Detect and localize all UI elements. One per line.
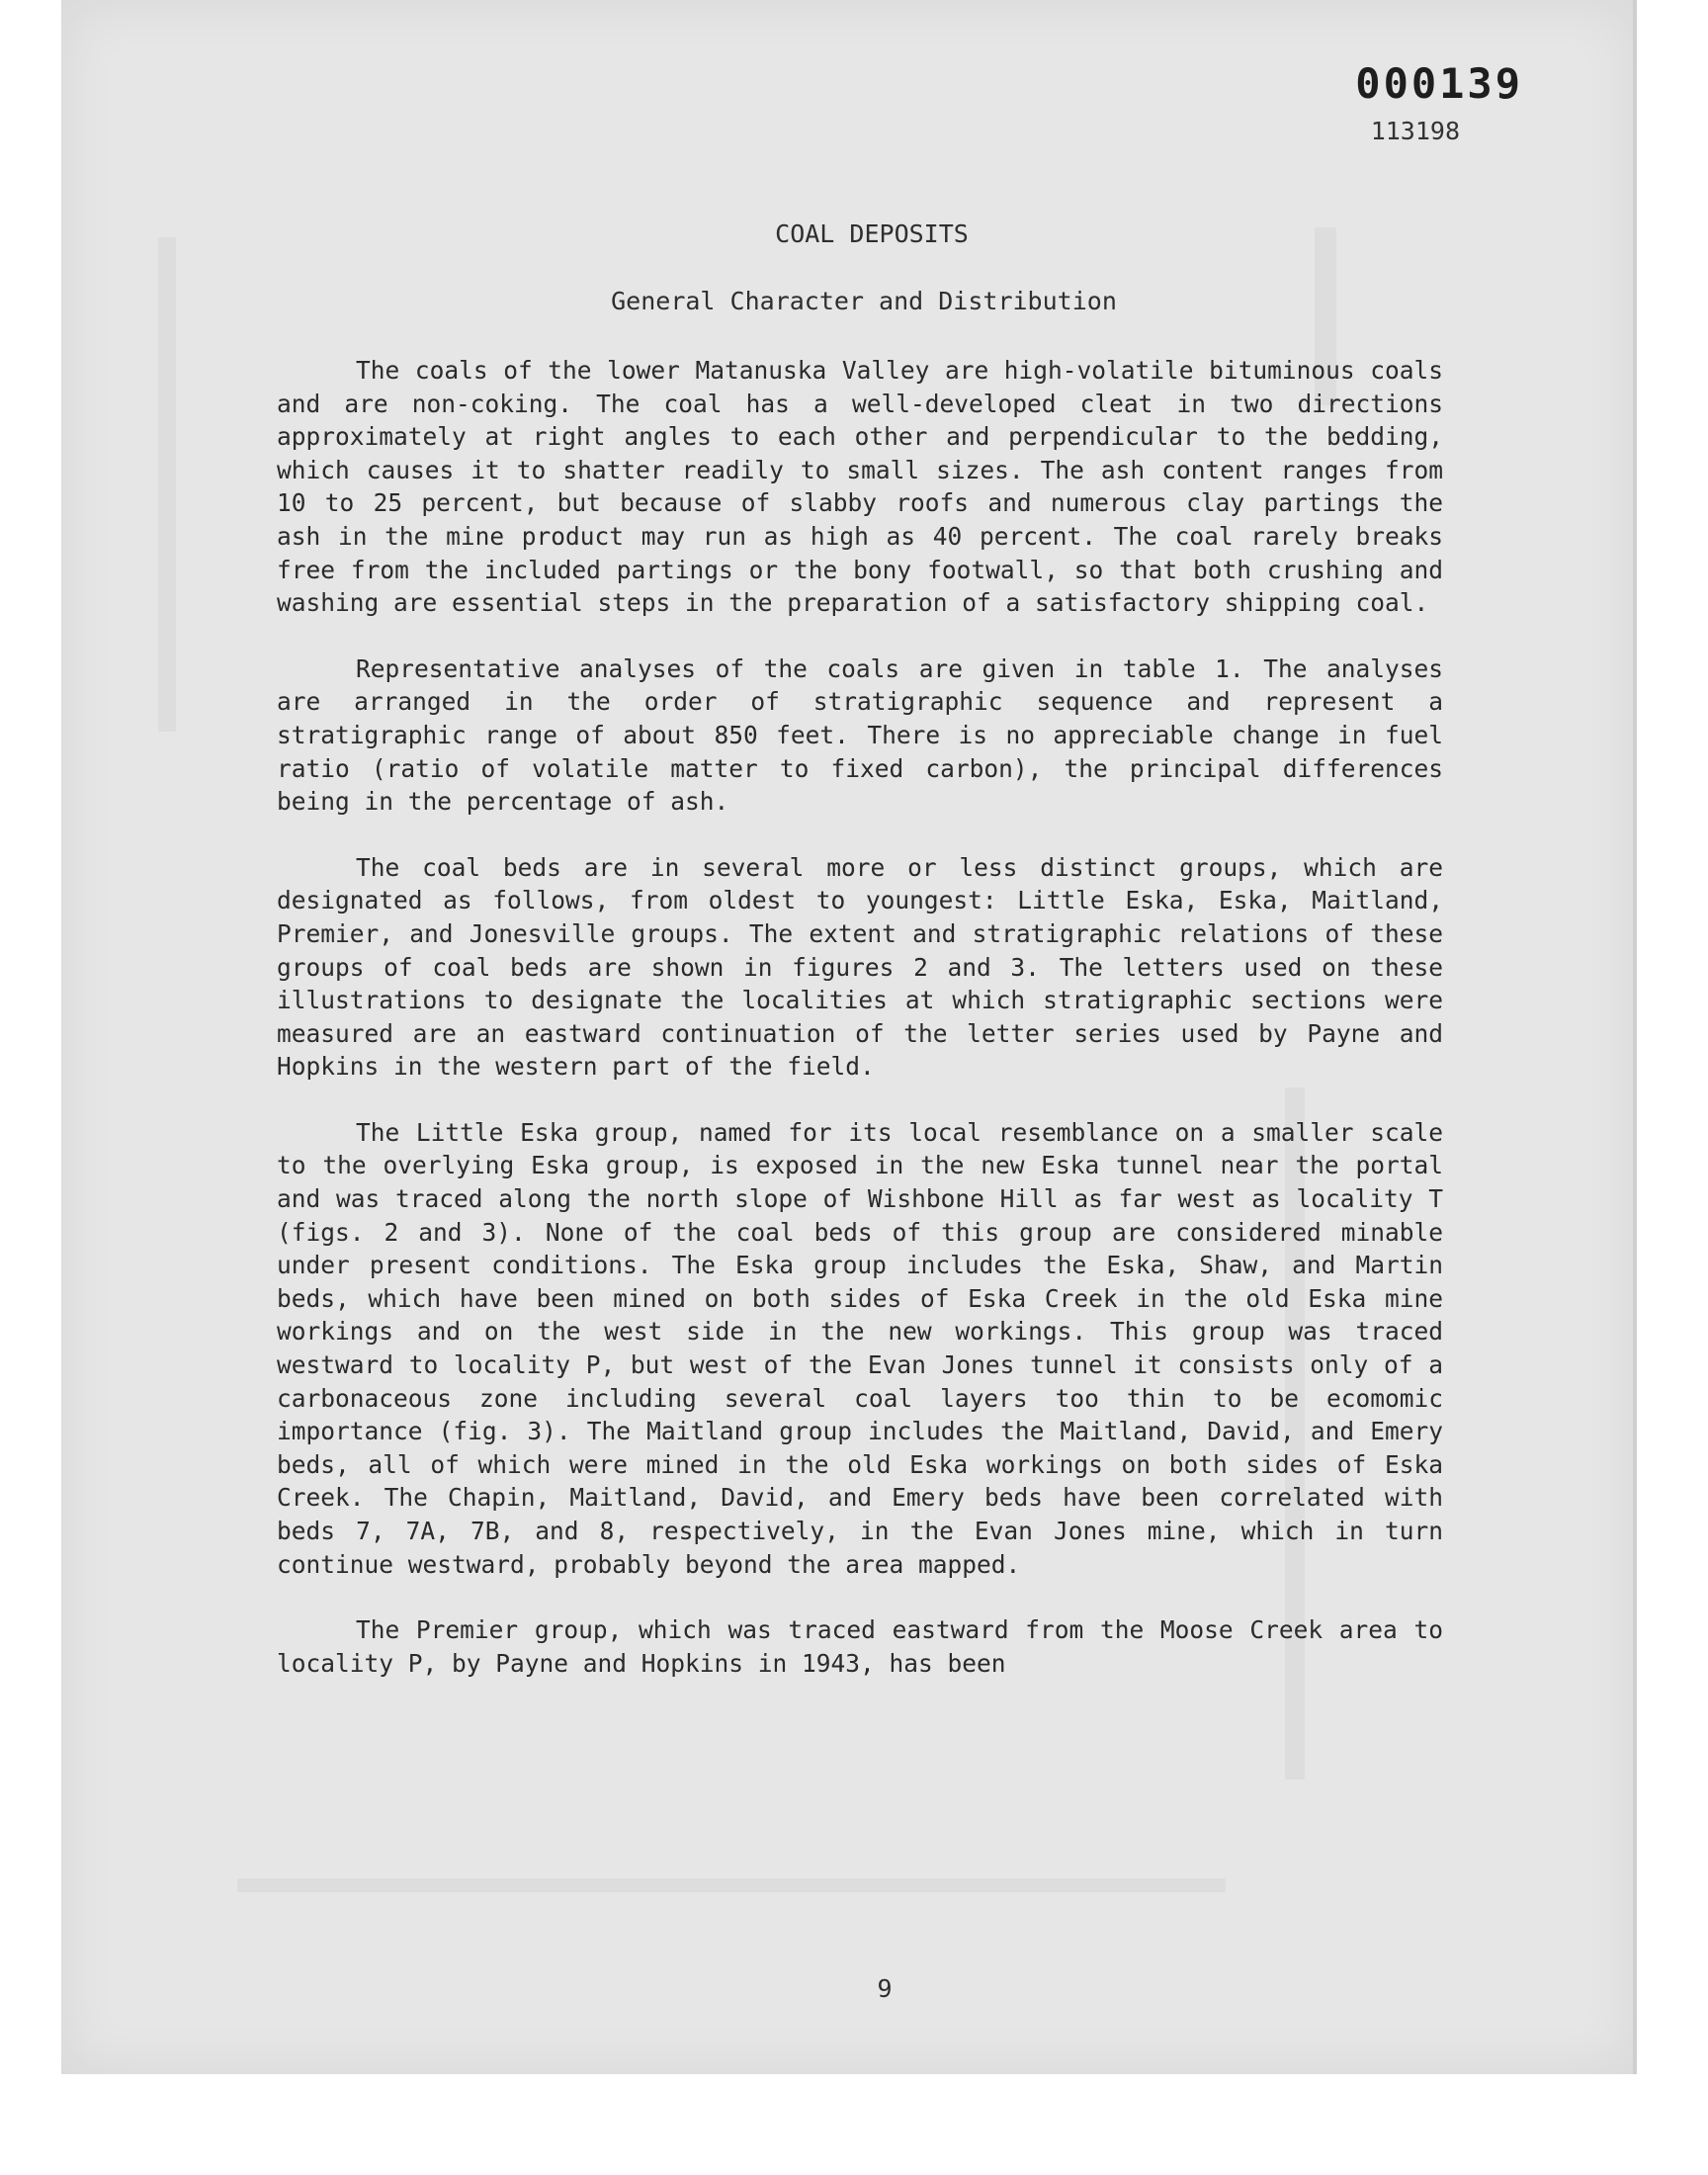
bleed-through-mark [237,1878,1226,1892]
document-number: 000139 [1355,59,1523,108]
paragraph: The Premier group, which was traced eastward from the Moose Creek area to locality P, by Payne and Hopkins in 1943, has been [277,1615,1443,1678]
page-number: 9 [877,1974,893,2003]
page-title: COAL DEPOSITS [775,219,969,248]
body-text [277,354,1443,1712]
paragraph: The Little Eska group, named for its local resemblance on a smaller scale to the overlying Eska group, is exposed in the new Eska tunnel near the portal and was traced along the north slope of Wishbone Hill as far west as locality T (figs. 2 and 3). None of the coal beds of this group are considered minable under present conditions. The Eska group includes the Eska, Shaw, and Martin beds, which have been mined on both sides of Eska Creek in the old Eska mine workings and on the west side in the new workings. This group was traced westward to locality P, but west of the Evan Jones tunnel it consists only of a carbonaceous zone including several coal layers too thin to be ecomomic importance (fig. 3). The Maitland group includes the Maitland, David, and Emery beds, all of which were mined in the old Eska workings on both sides of Eska Creek. The Chapin, Maitland, David, and Emery beds have been correlated with beds 7, 7A, 7B, and 8, respectively, in the Evan Jones mine, which in turn continue westward, probably beyond the area mapped. [277,1117,1443,1579]
section-subtitle: General Character and Distribution [611,287,1117,315]
paragraph: The coals of the lower Matanuska Valley are high-volatile bituminous coals and are non-coking. The coal has a well-developed cleat in two directions approximately at right angles to each other and perpendicular to the bedding, which causes it to shatter readily to small sizes. The ash content ranges from 10 to 25 percent, but because of slabby roofs and numerous clay partings the ash in the mine product may run as high as 40 percent. The coal rarely breaks free from the included partings or the bony footwall, so that both crushing and washing are essential steps in the preparation of a satisfactory shipping coal. [277,356,1443,618]
batch-number: 113198 [1370,117,1460,145]
paragraph: The coal beds are in several more or less distinct groups, which are designated as follows, from oldest to youngest: Little Eska, Eska, Maitland, Premier, and Jonesville groups. The extent and stratigraphic relations of these groups of coal beds are shown in figures 2 and 3. The letters used on these illustrations to designate the localities at which stratigraphic sections were measured are an eastward continuation of the letter series used by Payne and Hopkins in the western part of the field. [277,852,1443,1082]
paragraph: Representative analyses of the coals are given in table 1. The analyses are arranged in the order of stratigraphic sequence and represent a stratigraphic range of about 850 feet. There is no appreciable change in fuel ratio (ratio of volatile matter to fixed carbon), the principal differences being in the percentage of ash. [277,653,1443,817]
